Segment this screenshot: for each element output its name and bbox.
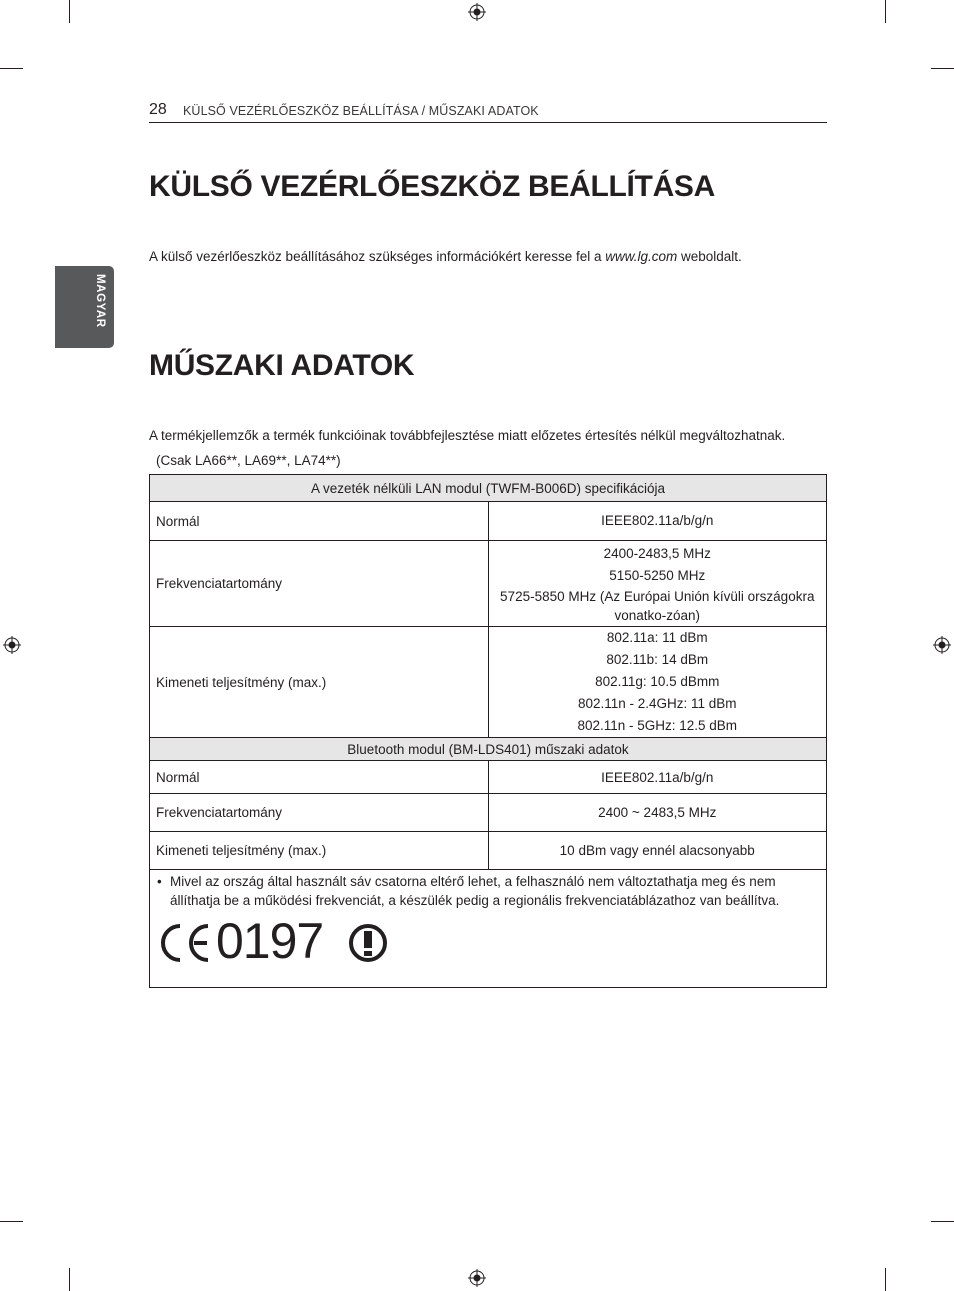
model-note: (Csak LA66**, LA69**, LA74**) (156, 453, 341, 468)
registration-mark-icon (933, 636, 951, 654)
value-line: 802.11n - 5GHz: 12.5 dBm (577, 718, 738, 733)
row-value: 2400 ~ 2483,5 MHz (488, 794, 827, 832)
paragraph-text: A külső vezérlőeszköz beállításához szükséges információkért keresse fel a (149, 249, 606, 264)
row-value (488, 627, 827, 738)
value-line: IEEE802.11a/b/g/n (601, 513, 714, 528)
section-title-specifications: MŰSZAKI ADATOK (149, 349, 415, 382)
value-line: 802.11n - 2.4GHz: 11 dBm (577, 696, 737, 711)
crop-mark (0, 1221, 23, 1222)
value-line: 5150-5250 MHz (609, 567, 706, 583)
crop-mark (0, 68, 23, 69)
crop-mark (69, 0, 70, 23)
row-label: Kimeneti teljesítmény (max.) (150, 627, 489, 738)
section-title-external-control: KÜLSŐ VEZÉRLŐESZKÖZ BEÁLLÍTÁSA (149, 170, 716, 203)
table-row (150, 794, 827, 832)
crop-mark (885, 0, 886, 23)
crop-mark (931, 68, 954, 69)
note-text: Mivel az ország által használt sáv csatorna eltérő lehet, a felhasználó nem változtathatja meg és nem állíthatja be a működési frekvenciát, a készülék pedig a regionális frekvenciatáblázathoz van beállítva. (170, 874, 780, 908)
running-header (149, 101, 827, 123)
row-label: Kimeneti teljesítmény (max.) (150, 832, 489, 870)
table-section-header (150, 475, 827, 502)
website-link[interactable]: www.lg.com (605, 249, 678, 264)
bluetooth-module-header: Bluetooth modul (BM-LDS401) műszaki adatok (150, 738, 827, 761)
paragraph-text: weboldalt. (677, 249, 742, 264)
crop-mark (69, 1268, 70, 1291)
notes-cell (150, 870, 827, 988)
row-value: 10 dBm vagy ennél alacsonyabb (488, 832, 827, 870)
row-label: Normál (150, 502, 489, 541)
bullet: • (157, 874, 162, 889)
row-value (488, 502, 827, 541)
language-tab-label: MAGYAR (94, 274, 106, 328)
registration-mark-icon (468, 1269, 486, 1287)
table-row (150, 541, 827, 627)
value-line: 802.11a: 11 dBm (606, 630, 708, 645)
running-title: KÜLSŐ VEZÉRLŐESZKÖZ BEÁLLÍTÁSA / MŰSZAKI ADATOK (183, 104, 539, 118)
page-number: 28 (149, 101, 167, 118)
row-label: Frekvenciatartomány (150, 794, 489, 832)
wlan-module-header: A vezeték nélküli LAN modul (TWFM-B006D) specifikációja (150, 475, 827, 502)
table-row-notes (150, 870, 827, 988)
row-value (488, 541, 827, 627)
crop-mark (885, 1268, 886, 1291)
crop-mark (931, 1221, 954, 1222)
value-line: 802.11b: 14 dBm (606, 652, 709, 667)
table-row (150, 832, 827, 870)
ce-marking (158, 913, 458, 969)
row-value: IEEE802.11a/b/g/n (488, 761, 827, 794)
table-row (150, 761, 827, 794)
spec-table (149, 474, 827, 988)
table-section-header (150, 738, 827, 761)
notified-body-number: 0197 (216, 913, 324, 969)
external-control-paragraph (149, 249, 742, 265)
compliance-note (157, 872, 817, 910)
value-line: 2400-2483,5 MHz (603, 545, 711, 561)
registration-mark-icon (468, 3, 486, 21)
row-label: Normál (150, 761, 489, 794)
ce-mark-icon (158, 923, 212, 963)
row-label: Frekvenciatartomány (150, 541, 489, 627)
specifications-intro: A termékjellemzők a termék funkcióinak továbbfejlesztése miatt előzetes értesítés nélkül megváltozhatnak. (149, 428, 786, 443)
value-line: 5725-5850 MHz (Az Európai Unión kívüli országokra vonatko-zóan) (500, 588, 815, 623)
language-tab (55, 266, 114, 348)
value-line: 802.11g: 10.5 dBmm (595, 674, 720, 689)
table-row (150, 627, 827, 738)
registration-mark-icon (3, 636, 21, 654)
table-row (150, 502, 827, 541)
alert-sign-icon (348, 923, 388, 963)
